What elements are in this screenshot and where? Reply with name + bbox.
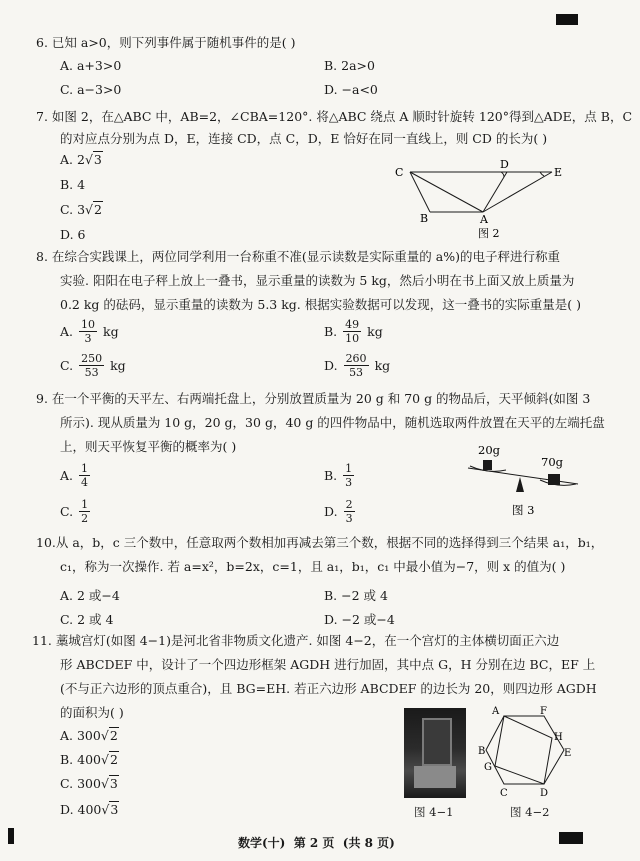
option-letter: A. [60,468,74,483]
q9-line-2: 所示). 现从质量为 10 g，20 g，30 g，40 g 的四件物品中，随机选取两件放置在天平的左端托盘 [60,415,605,430]
fig4-2-label-e: E [564,748,572,759]
fraction [79,498,90,525]
q8-option-b [324,318,383,345]
fig4-2-label-d: D [540,788,549,799]
q11-option-d-prefix: D. 400 [60,802,102,817]
fig4-2-label-b: B [478,746,486,757]
weight-70g [548,474,560,485]
q11-line-2: 形 ABCDEF 中，设计了一个四边形框架 AGDH 进行加固，其中点 G，H 分别在边 BC，EF 上 [60,657,596,672]
q11-option-b-prefix: B. 400 [60,752,101,767]
q8-option-a [60,318,119,345]
fig4-1-caption: 图 4−1 [414,805,454,819]
weight-20g [483,460,492,470]
q10-option-c: C. 2 或 4 [60,612,114,627]
q10-option-a: A. 2 或−4 [60,588,120,603]
unit: kg [367,324,383,339]
q9-line-3: 上，则天平恢复平衡的概率为( ) [60,439,237,454]
q8-option-c [60,352,126,379]
sqrt-sign: √2 [101,752,118,767]
fraction [343,318,361,345]
q11-line-4: 的面积为( ) [60,705,124,720]
fraction [79,318,97,345]
fig4-2-label-h: H [554,732,563,743]
numerator: 1 [81,498,89,511]
q7-option-a [60,152,103,167]
q9-option-b [324,462,356,489]
q10-line-2: c₁，称为一次操作. 若 a=x²，b=2x，c=1，且 a₁，b₁，c₁ 中最小值为−7，则 x 的值为( ) [60,559,566,574]
fig2-label-b: B [420,212,429,225]
lantern-glow [414,766,456,788]
fig2-label-e: E [554,166,563,179]
radicand: 3 [93,152,102,167]
unit: kg [103,324,119,339]
q6-option-b: B. 2a>0 [324,58,375,73]
denominator: 3 [345,476,353,489]
denominator: 53 [84,366,99,379]
corner-mark-bottom-right [559,832,583,844]
option-letter: B. [324,324,338,339]
q11-option-b [60,752,119,767]
fig4-2-label-g: G [484,762,492,773]
sqrt-sign: √3 [100,776,118,791]
figure-4-2-hexagon [478,700,578,800]
numerator: 2 [345,498,353,511]
corner-mark-bottom-left [8,828,14,844]
fig4-2-label-a: A [492,706,500,717]
q6-option-a: A. a+3>0 [60,58,122,73]
denominator: 53 [349,366,364,379]
fraction [79,352,104,379]
q6-stem: 6. 已知 a>0，则下列事件属于随机事件的是( ) [36,35,296,50]
radicand: 3 [109,776,118,791]
q8-line-2: 实验. 阳阳在电子秤上放上一叠书，显示重量的读数为 5 kg，然后小明在书上面又放上质量为 [60,273,575,288]
fig3-caption: 图 3 [512,503,535,517]
fig2-caption: 图 2 [478,227,500,240]
radicand: 2 [109,752,118,767]
lantern-body [422,718,452,766]
numerator: 10 [81,318,96,331]
fig2-label-c: C [395,166,404,179]
fig4-2-label-f: F [540,706,547,717]
q11-option-a [60,728,119,743]
denominator: 3 [345,512,353,525]
corner-mark-top-right [556,14,578,25]
denominator: 3 [84,332,92,345]
q8-option-d [324,352,390,379]
q7-option-c-prefix: C. 3 [60,202,86,217]
q7-option-c [60,202,103,217]
fraction [344,498,355,525]
fraction [79,462,90,489]
denominator: 10 [345,332,360,345]
option-letter: B. [324,468,338,483]
figure-2-triangles [390,152,590,242]
fraction [344,352,369,379]
radicand: 2 [109,728,118,743]
sqrt-sign: √3 [101,802,119,817]
q6-option-d: D. −a<0 [324,82,378,97]
numerator: 1 [345,462,353,475]
fig2-label-a: A [480,213,488,226]
q11-line-3: (不与正六边形的顶点重合)，且 BG=EH. 若正六边形 ABCDEF 的边长为 20，则四边形 AGDH [60,681,597,696]
fig4-2-label-c: C [500,788,508,799]
option-letter: D. [324,358,338,373]
fulcrum [516,477,524,492]
q11-option-a-prefix: A. 300 [60,728,101,743]
q10-option-b: B. −2 或 4 [324,588,388,603]
q11-option-c-prefix: C. 300 [60,776,101,791]
q9-option-c [60,498,92,525]
q11-line-1: 11. 藁城宫灯(如图 4−1)是河北省非物质文化遗产. 如图 4−2，在一个宫灯的主体横切面正六边 [32,633,560,648]
q10-line-1: 10.从 a，b，c 三个数中，任意取两个数相加再减去第三个数，根据不同的选择得到三个结果 a₁，b₁， [36,535,604,550]
q6-option-c: C. a−3>0 [60,82,122,97]
numerator: 49 [345,318,360,331]
radicand: 2 [94,202,102,217]
numerator: 250 [81,352,103,365]
page-footer: 数学(十) 第 2 页 (共 8 页) [238,836,395,850]
q7-line-2: 的对应点分别为点 D，E，连接 CD，点 C，D，E 恰好在同一直线上，则 CD 的长为( ) [60,131,548,146]
q7-line-1: 7. 如图 2，在△ABC 中，AB=2，∠CBA=120°. 将△ABC 绕点 A 顺时针旋转 120°得到△ADE，点 B，C [36,109,633,124]
denominator: 4 [81,476,89,489]
numerator: 1 [81,462,89,475]
fig3-right-label: 70g [541,455,563,469]
fig2-label-d: D [500,158,509,171]
option-letter: D. [324,504,338,519]
unit: kg [110,358,126,373]
sqrt-sign: √2 [100,728,118,743]
q7-option-b: B. 4 [60,177,86,192]
figure-3-balance [458,440,593,520]
sqrt-sign: √3 [84,152,102,167]
radicand: 3 [110,802,119,817]
q9-line-1: 9. 在一个平衡的天平左、右两端托盘上，分别放置质量为 20 g 和 70 g 的物品后，天平倾斜(如图 3 [36,391,591,406]
denominator: 2 [81,512,89,525]
sqrt-sign: √2 [85,202,102,217]
q10-option-d: D. −2 或−4 [324,612,395,627]
q11-option-c [60,776,119,791]
q11-option-d [60,802,119,817]
option-letter: A. [60,324,74,339]
fig3-left-label: 20g [478,443,500,457]
q8-line-3: 0.2 kg 的砝码，显示重量的读数为 5.3 kg. 根据实验数据可以发现，这一叠书的实际重量是( ) [60,297,581,312]
q8-line-1: 8. 在综合实践课上，两位同学利用一台称重不准(显示读数是实际重量的 a%)的电子秤进行称重 [36,249,560,264]
q7-option-a-prefix: A. 2 [60,152,85,167]
option-letter: C. [60,504,74,519]
fraction [343,462,354,489]
lantern-photo [404,708,466,798]
option-letter: C. [60,358,74,373]
numerator: 260 [345,352,367,365]
q9-option-a [60,462,92,489]
unit: kg [374,358,391,373]
q7-option-d: D. 6 [60,227,86,242]
fig4-2-caption: 图 4−2 [510,805,550,819]
q9-option-d [324,498,357,525]
